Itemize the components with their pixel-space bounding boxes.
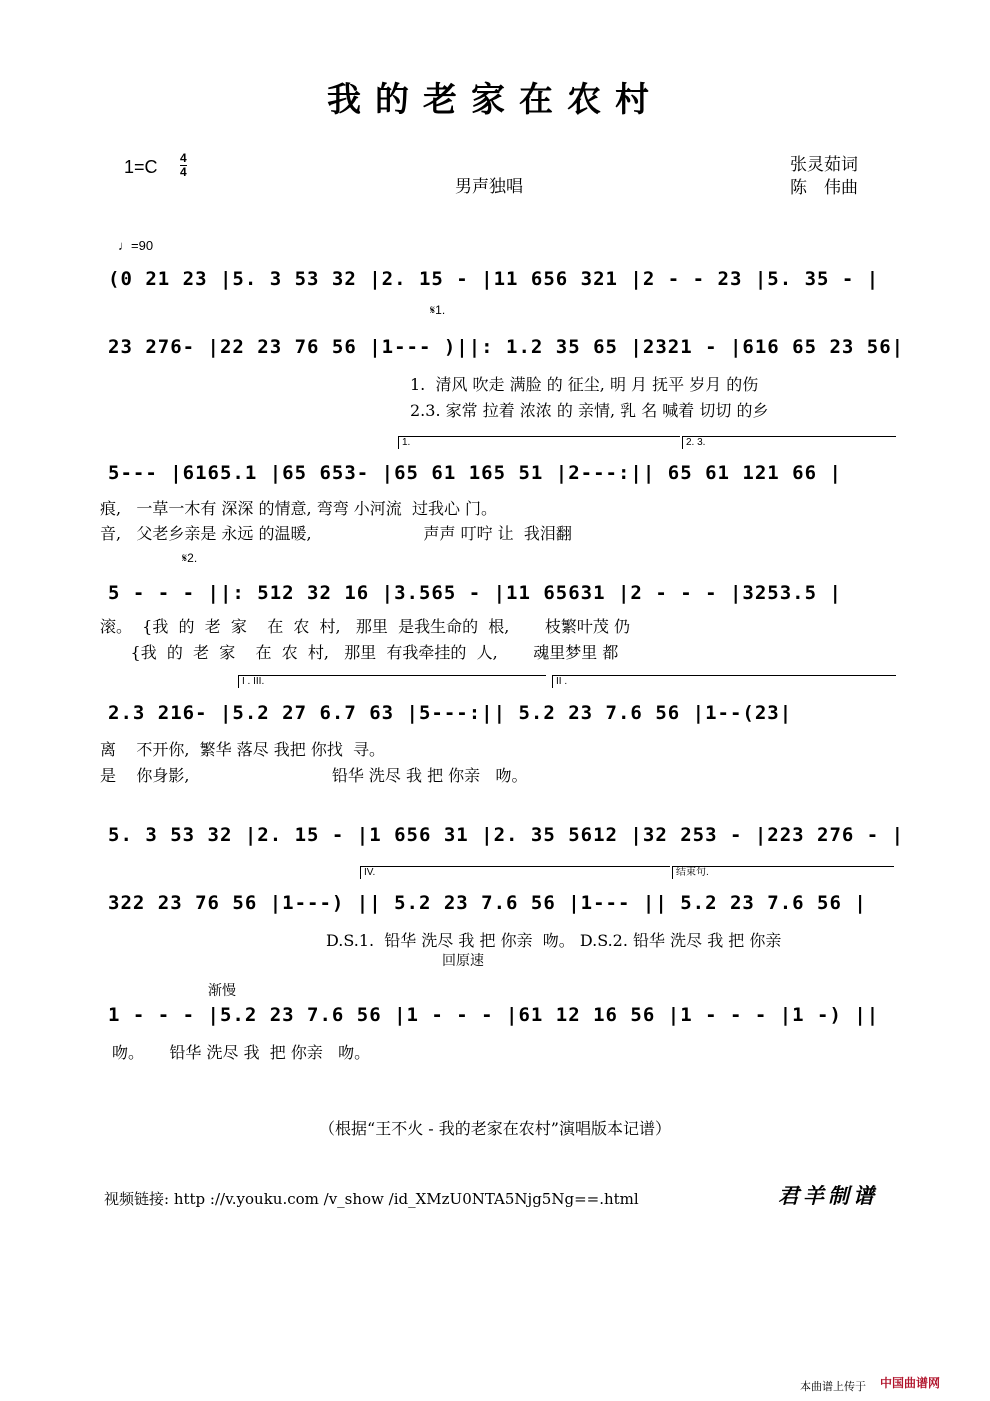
time-signature-top: 4 — [180, 151, 187, 165]
notation-line-1: (0 21 23 |5. 3 53 32 |2. 15 - |11 656 321 |2 - - 23 |5. 35 - | — [108, 268, 880, 290]
time-signature-bottom: 4 — [180, 165, 187, 179]
lyric-line-2-verse-1: 1. 清风 吹走 满脸 的 征尘, 明 月 抚平 岁月 的伤 — [410, 375, 759, 394]
volta-4: IV. — [360, 866, 670, 879]
key-signature: 1=C — [124, 157, 158, 177]
site-logo[interactable]: 中国曲谱网 — [880, 1376, 941, 1390]
transcriber-signature: 君羊制谱 — [778, 1183, 878, 1208]
video-link[interactable]: 视频链接: http ://v.youku.com /v_show /id_XMzU0NTA5Njg5Ng==.html — [104, 1190, 639, 1208]
volta-2-3: 2. 3. — [682, 436, 896, 449]
ritardando-marking: 渐慢 — [208, 982, 236, 998]
lyric-line-2-verse-2: 2.3. 家常 拉着 浓浓 的 亲情, 乳 名 喊着 切切 的乡 — [410, 401, 769, 420]
performance-type: 男声独唱 — [455, 177, 523, 197]
notation-line-8: 1 - - - |5.2 23 7.6 56 |1 - - - |61 12 16 56 |1 - - - |1 -) || — [108, 1004, 880, 1026]
volta-1-3: I . III. — [238, 675, 546, 688]
a-tempo-marking: 回原速 — [442, 952, 484, 968]
page-title: 我的老家在农村 — [327, 80, 663, 120]
notation-line-5: 2.3 216- |5.2 27 6.7 63 |5---:|| 5.2 23 7.6 56 |1--(23| — [108, 702, 793, 724]
composer: 陈 伟曲 — [790, 178, 858, 198]
transcription-note: （根据“王不火 - 我的老家在农村”演唱版本记谱） — [319, 1119, 671, 1138]
segno-2: 𝄋2. — [182, 551, 198, 565]
lyric-line-4-verse-2: {我 的 老 家 在 农 村, 那里 有我牵挂的 人, 魂里梦里 都 — [100, 643, 619, 662]
lyric-line-5-verse-1: 离 不开你, 繁华 落尽 我把 你找 寻。 — [100, 740, 386, 759]
volta-ending: 结束句. — [672, 866, 894, 879]
notation-line-4: 5 - - - ||: 512 32 16 |3.565 - |11 65631 |2 - - - |3253.5 | — [108, 582, 842, 604]
volta-1: 1. — [398, 436, 680, 449]
lyricist: 张灵茹词 — [790, 155, 858, 175]
lyric-line-8: 吻。 铅华 洗尽 我 把 你亲 吻。 — [112, 1043, 371, 1062]
lyric-line-3-verse-1: 痕, 一草一木有 深深 的情意, 弯弯 小河流 过我心 门。 — [100, 499, 498, 518]
segno-1: 𝄋1. — [430, 303, 446, 317]
volta-2: II . — [552, 675, 896, 688]
tempo-marking: ♩=90 — [118, 238, 154, 253]
notation-line-3: 5--- |6165.1 |65 653- |65 61 165 51 |2---:|| 65 61 121 66 | — [108, 462, 842, 484]
time-signature — [180, 152, 187, 179]
notation-line-2: 23 276- |22 23 76 56 |1--- )||: 1.2 35 65 |2321 - |616 65 23 56| — [108, 336, 905, 358]
lyric-line-3-verse-2: 音, 父老乡亲是 永远 的温暖, 声声 叮咛 让 我泪翻 — [100, 524, 572, 543]
notation-line-6: 5. 3 53 32 |2. 15 - |1 656 31 |2. 35 5612 |32 253 - |223 276 - | — [108, 824, 905, 846]
upload-text: 本曲谱上传于 — [800, 1381, 866, 1393]
lyric-line-5-verse-2: 是 你身影, 铅华 洗尽 我 把 你亲 吻。 — [100, 766, 528, 785]
notation-line-7: 322 23 76 56 |1---) || 5.2 23 7.6 56 |1--- || 5.2 23 7.6 56 | — [108, 892, 867, 914]
lyric-line-4-verse-1: 滚。 {我 的 老 家 在 农 村, 那里 是我生命的 根, 枝繁叶茂 仍 — [100, 617, 631, 636]
lyric-line-7: D.S.1. 铅华 洗尽 我 把 你亲 吻。 D.S.2. 铅华 洗尽 我 把 你亲 — [326, 931, 782, 950]
